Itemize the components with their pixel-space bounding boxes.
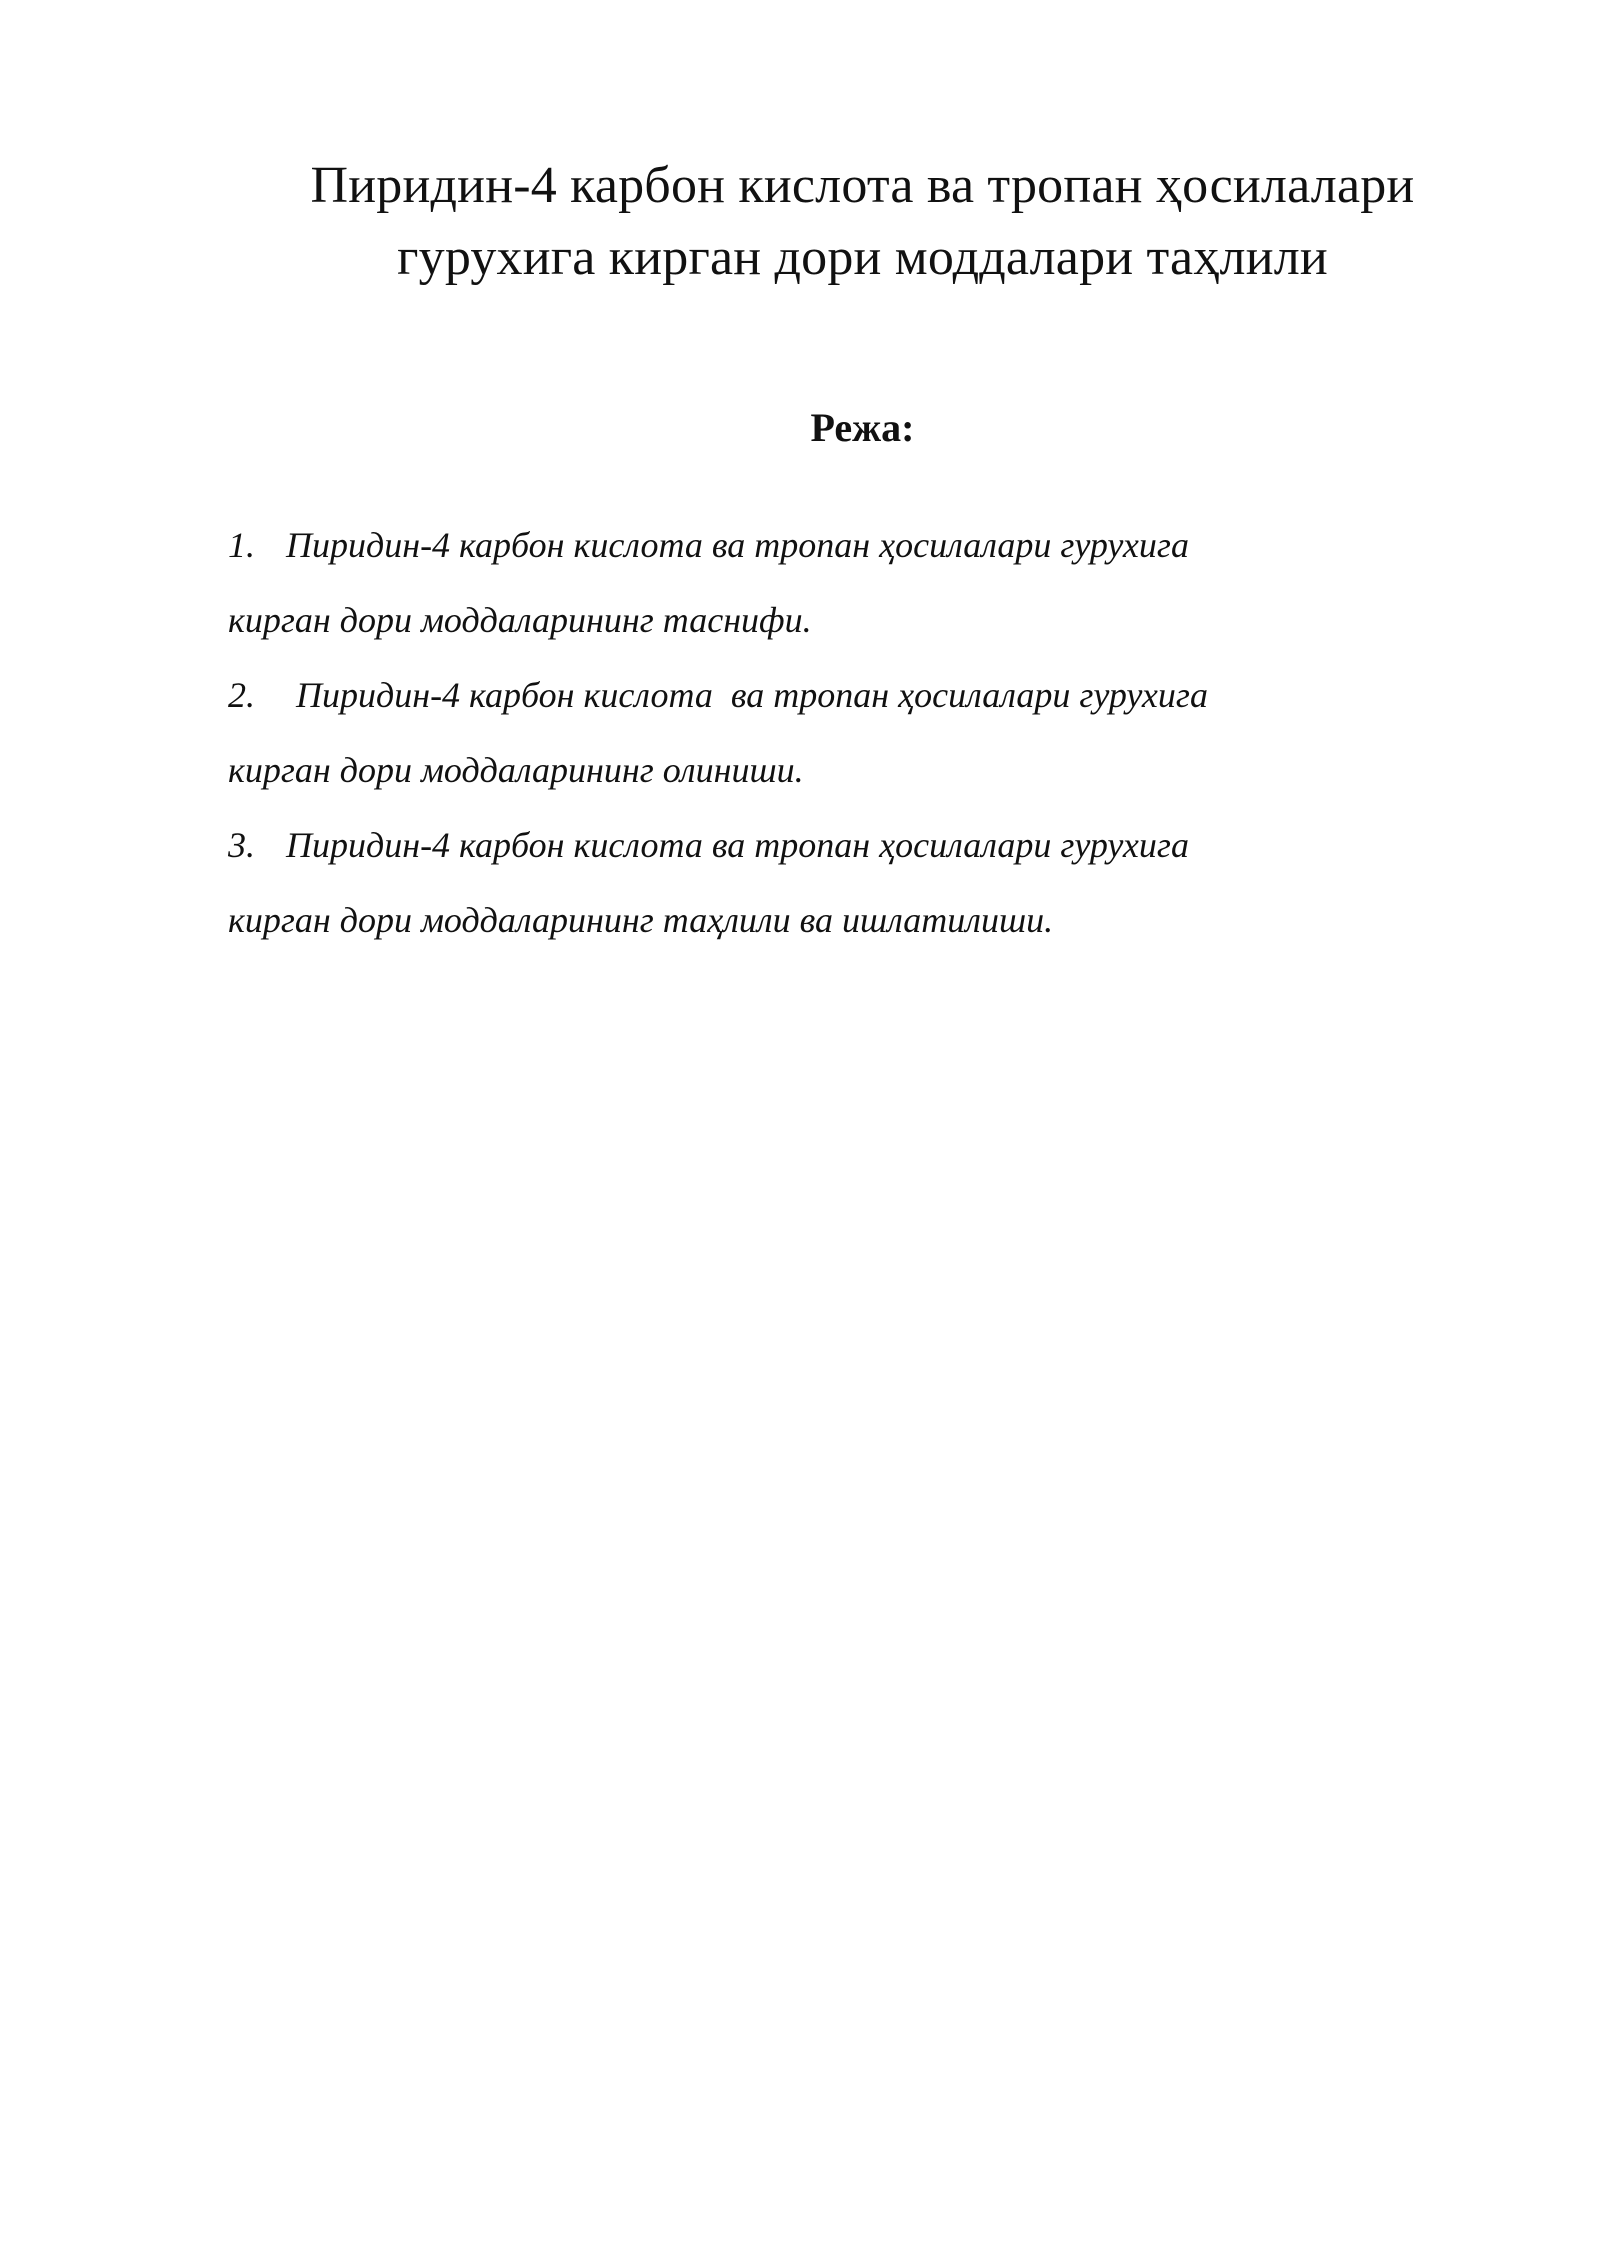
plan-heading: Режа: [810,405,915,450]
plan-item-2 [228,658,1478,808]
plan-item-3 [228,808,1478,958]
plan-item-2-number: 2. [228,675,255,715]
plan-item-3-text-line-2: кирган дори моддаларининг таҳлили ва ишлатилиши. [228,900,1054,940]
document-title [225,150,1500,294]
plan-list [228,508,1478,958]
document-title-line-2: гурухига кирган дори моддалари таҳлили [397,229,1328,286]
plan-item-1-text-line-2: кирган дори моддаларининг таснифи. [228,600,812,640]
plan-item-1 [228,508,1478,658]
plan-item-3-first-line [228,808,1478,883]
plan-item-1-first-line [228,508,1478,583]
plan-item-2-text-line-1: Пиридин-4 карбон кислота ва тропан ҳосилалари гурухига [296,675,1208,715]
plan-item-1-text-line-1: Пиридин-4 карбон кислота ва тропан ҳосилалари гурухига [286,525,1189,565]
document-title-line-1: Пиридин-4 карбон кислота ва тропан ҳосилалари [310,157,1415,214]
plan-item-3-number: 3. [228,825,255,865]
plan-item-3-text-line-1: Пиридин-4 карбон кислота ва тропан ҳосилалари гурухига [286,825,1189,865]
plan-item-2-first-line [228,658,1478,733]
plan-item-2-text-line-2: кирган дори моддаларининг олиниши. [228,750,804,790]
plan-item-1-number: 1. [228,525,255,565]
